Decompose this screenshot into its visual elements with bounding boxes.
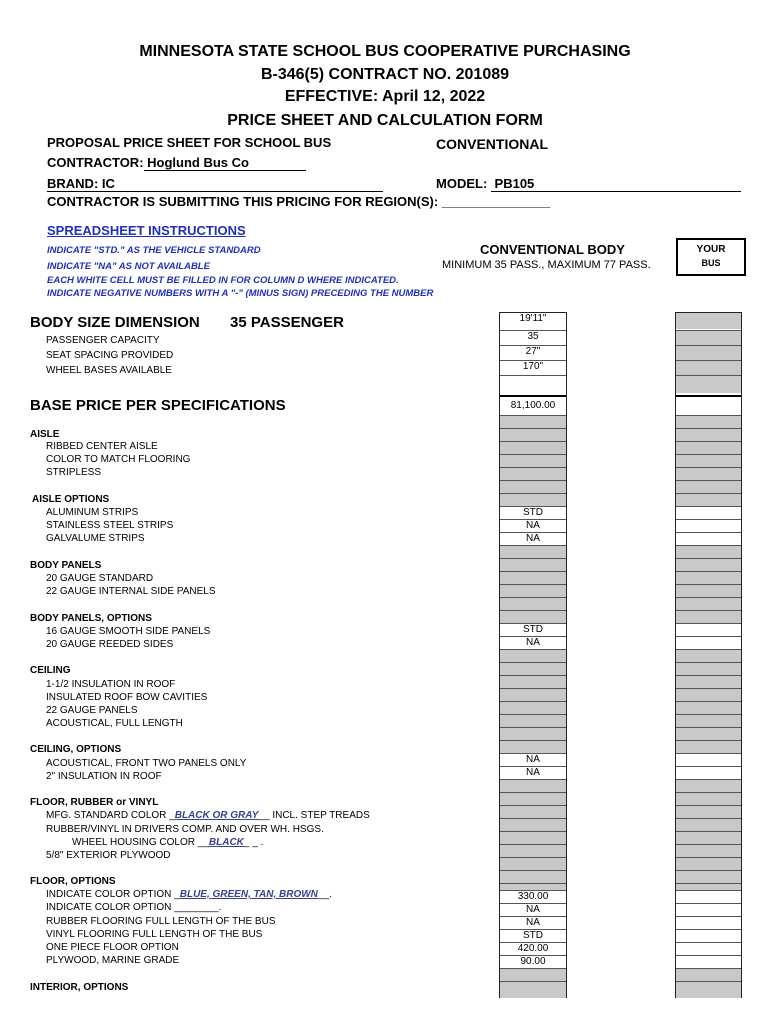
floor-color-option-value: BLUE, GREEN, TAN, BROWN — [179, 889, 318, 900]
grey-cell — [676, 818, 741, 832]
grey-cell — [676, 870, 741, 884]
grey-cell — [676, 792, 741, 806]
your-bus-cell[interactable] — [676, 890, 741, 904]
list-item: STAINLESS STEEL STRIPS — [46, 520, 174, 531]
list-item: ACOUSTICAL, FULL LENGTH — [46, 718, 183, 729]
value-cell-capacity[interactable]: 35 — [500, 330, 566, 345]
body-size-heading: BODY SIZE DIMENSION — [30, 314, 200, 331]
list-item: 5/8" EXTERIOR PLYWOOD — [46, 850, 171, 861]
grey-cell — [676, 883, 741, 890]
text: __ INCL. STEP TREADS — [258, 810, 370, 821]
grey-cell — [676, 441, 741, 455]
brand-label: BRAND: IC — [47, 176, 115, 191]
grey-cell — [500, 610, 566, 624]
your-bus-base-price-cell[interactable] — [676, 395, 741, 415]
value-cell-smooth-16[interactable]: STD — [500, 623, 566, 637]
grey-cell — [500, 818, 566, 832]
grey-cell — [500, 597, 566, 611]
list-item: ALUMINUM STRIPS — [46, 507, 139, 518]
model-row — [436, 176, 741, 192]
grey-cell — [500, 571, 566, 585]
grey-cell — [676, 313, 741, 329]
list-item: VINYL FLOORING FULL LENGTH OF THE BUS — [46, 929, 263, 940]
your-bus-cell[interactable] — [676, 916, 741, 930]
value-cell-one-piece[interactable]: 420.00 — [500, 942, 566, 956]
list-item: RUBBER/VINYL IN DRIVERS COMP. AND OVER WH. HSGS. — [46, 824, 324, 835]
grey-cell — [500, 968, 566, 982]
instruction-na: INDICATE "NA" AS NOT AVAILABLE — [47, 261, 210, 272]
list-item: RUBBER FLOORING FULL LENGTH OF THE BUS — [46, 916, 276, 927]
grey-cell — [676, 480, 741, 494]
value-cell-base-price[interactable]: 81,100.00 — [500, 395, 566, 415]
grey-cell — [500, 428, 566, 442]
grey-cell — [500, 584, 566, 598]
your-bus-label-1: YOUR — [696, 244, 726, 255]
list-item: 22 GAUGE PANELS — [46, 705, 138, 716]
ceiling-heading: CEILING — [30, 665, 71, 676]
value-cell-plywood-marine[interactable]: 90.00 — [500, 955, 566, 969]
grey-cell — [676, 844, 741, 858]
grey-cell — [676, 597, 741, 611]
grey-cell — [676, 662, 741, 676]
your-bus-cell[interactable] — [676, 903, 741, 917]
grey-cell — [500, 792, 566, 806]
your-bus-cell[interactable] — [676, 532, 741, 546]
instruction-negative: INDICATE NEGATIVE NUMBERS WITH A "-" (MINUS SIGN) PRECEDING THE NUMBER — [47, 288, 434, 299]
your-bus-cell[interactable] — [676, 636, 741, 650]
your-bus-label-2: BUS — [701, 258, 721, 268]
grey-cell — [500, 688, 566, 702]
list-item: 20 GAUGE STANDARD — [46, 573, 154, 584]
grey-cell — [500, 779, 566, 793]
interior-options-heading: INTERIOR, OPTIONS — [30, 982, 129, 993]
grey-cell — [676, 857, 741, 871]
grey-cell — [676, 571, 741, 585]
body-panels-heading: BODY PANELS — [30, 560, 102, 571]
value-cell-blank[interactable] — [500, 375, 566, 393]
brand-row — [47, 176, 383, 192]
bus-type: CONVENTIONAL — [436, 136, 548, 152]
grey-cell — [676, 610, 741, 624]
list-item: GALVALUME STRIPS — [46, 533, 145, 544]
wheel-housing-color — [72, 837, 263, 848]
wheel-housing-value: BLACK — [208, 837, 244, 848]
aisle-heading: AISLE — [30, 429, 60, 440]
grey-cell — [500, 558, 566, 572]
value-cell-length[interactable]: 19'11" — [500, 313, 566, 329]
grey-cell — [500, 714, 566, 728]
list-item: RIBBED CENTER AISLE — [46, 441, 158, 452]
grey-cell — [500, 831, 566, 845]
list-item: ONE PIECE FLOOR OPTION — [46, 942, 179, 953]
grey-cell — [676, 330, 741, 345]
your-bus-cell[interactable] — [676, 766, 741, 780]
grey-cell — [676, 558, 741, 572]
floor-color-value: BLACK OR GRAY — [174, 810, 259, 821]
vendor-values-column — [499, 312, 567, 998]
grey-cell — [676, 981, 741, 998]
value-cell-stainless[interactable]: NA — [500, 519, 566, 533]
floor-standard-color — [46, 810, 370, 821]
list-item: COLOR TO MATCH FLOORING — [46, 454, 191, 465]
grey-cell — [676, 740, 741, 754]
grey-cell — [500, 480, 566, 494]
title-line-1: MINNESOTA STATE SCHOOL BUS COOPERATIVE PURCHASING — [139, 43, 631, 60]
value-cell-acoustical-front[interactable]: NA — [500, 753, 566, 767]
spreadsheet-instructions-link[interactable]: SPREADSHEET INSTRUCTIONS — [47, 223, 246, 238]
list-item: WHEEL BASES AVAILABLE — [46, 365, 172, 376]
grey-cell — [500, 805, 566, 819]
your-bus-column — [675, 312, 742, 998]
floor-color-option-1 — [46, 889, 332, 900]
grey-cell — [676, 493, 741, 507]
grey-cell — [500, 415, 566, 429]
floor-color-option-2: INDICATE COLOR OPTION ________. — [46, 902, 222, 913]
grey-cell — [676, 467, 741, 481]
contractor-field[interactable] — [144, 155, 306, 171]
grey-cell — [676, 345, 741, 360]
list-item: SEAT SPACING PROVIDED — [46, 350, 174, 361]
ceiling-options-heading: CEILING, OPTIONS — [30, 744, 122, 755]
list-item: PLYWOOD, MARINE GRADE — [46, 955, 180, 966]
grey-cell — [676, 375, 741, 393]
contractor-value: Hoglund Bus Co — [147, 155, 249, 170]
grey-cell — [500, 454, 566, 468]
model-field[interactable] — [491, 176, 741, 192]
value-cell-aluminum[interactable]: STD — [500, 506, 566, 520]
value-cell-wheel-base[interactable]: 170" — [500, 360, 566, 375]
grey-cell — [500, 883, 566, 890]
list-item: 20 GAUGE REEDED SIDES — [46, 639, 174, 650]
text: _ _ . — [243, 837, 264, 848]
grey-cell — [676, 545, 741, 559]
your-bus-cell[interactable] — [676, 753, 741, 767]
title-line-4: PRICE SHEET AND CALCULATION FORM — [227, 112, 543, 129]
list-item: 22 GAUGE INTERNAL SIDE PANELS — [46, 586, 216, 597]
value-cell-rubber-full[interactable]: NA — [500, 916, 566, 930]
title-line-3: EFFECTIVE: April 12, 2022 — [284, 88, 486, 105]
grey-cell — [676, 415, 741, 429]
text: INDICATE COLOR OPTION _ — [46, 889, 180, 900]
grey-cell — [500, 545, 566, 559]
grey-cell — [500, 740, 566, 754]
grey-cell — [500, 649, 566, 663]
value-cell-insulation-2[interactable]: NA — [500, 766, 566, 780]
text: __. — [317, 889, 332, 900]
value-cell-vinyl-full[interactable]: STD — [500, 929, 566, 943]
model-value: PB105 — [494, 176, 535, 191]
grey-cell — [500, 467, 566, 481]
contractor-label: CONTRACTOR: — [47, 155, 144, 170]
your-bus-box — [676, 238, 746, 276]
brand-field[interactable] — [47, 176, 383, 192]
body-panels-options-heading: BODY PANELS, OPTIONS — [30, 613, 152, 624]
grey-cell — [500, 844, 566, 858]
grey-cell — [676, 649, 741, 663]
your-bus-cell[interactable] — [676, 942, 741, 956]
your-bus-cell[interactable] — [676, 955, 741, 969]
your-bus-cell[interactable] — [676, 623, 741, 637]
grey-cell — [500, 981, 566, 998]
grey-cell — [500, 675, 566, 689]
instruction-std: INDICATE "STD." AS THE VEHICLE STANDARD — [47, 245, 261, 256]
list-item: INSULATED ROOF BOW CAVITIES — [46, 692, 208, 703]
grey-cell — [500, 727, 566, 741]
list-item: 2" INSULATION IN ROOF — [46, 771, 162, 782]
grey-cell — [676, 714, 741, 728]
conventional-body-title: CONVENTIONAL BODY — [480, 242, 625, 257]
text: MFG. STANDARD COLOR _ — [46, 810, 175, 821]
grey-cell — [676, 584, 741, 598]
grey-cell — [500, 493, 566, 507]
grey-cell — [500, 857, 566, 871]
your-bus-cell[interactable] — [676, 929, 741, 943]
list-item: PASSENGER CAPACITY — [46, 335, 160, 346]
grey-cell — [500, 441, 566, 455]
value-cell-seat-spacing[interactable]: 27" — [500, 345, 566, 360]
grey-cell — [676, 428, 741, 442]
contractor-row — [47, 155, 306, 171]
value-cell-color-opt1[interactable]: 330.00 — [500, 890, 566, 904]
region-label: CONTRACTOR IS SUBMITTING THIS PRICING FOR REGION(S): _______________ — [47, 194, 551, 209]
your-bus-cell[interactable] — [676, 506, 741, 520]
model-label: MODEL: — [436, 176, 488, 191]
grey-cell — [676, 688, 741, 702]
floor-options-heading: FLOOR, OPTIONS — [30, 876, 116, 887]
grey-cell — [676, 727, 741, 741]
grey-cell — [676, 968, 741, 982]
text: WHEEL HOUSING COLOR __ — [72, 837, 209, 848]
conventional-body-subtitle: MINIMUM 35 PASS., MAXIMUM 77 PASS. — [442, 259, 651, 271]
instruction-white-cell: EACH WHITE CELL MUST BE FILLED IN FOR COLUMN D WHERE INDICATED. — [47, 275, 399, 286]
base-price-heading: BASE PRICE PER SPECIFICATIONS — [30, 397, 286, 414]
list-item: STRIPLESS — [46, 467, 102, 478]
grey-cell — [676, 454, 741, 468]
grey-cell — [500, 662, 566, 676]
grey-cell — [676, 831, 741, 845]
list-item: 1-1/2 INSULATION IN ROOF — [46, 679, 176, 690]
grey-cell — [676, 360, 741, 375]
grey-cell — [500, 870, 566, 884]
grey-cell — [676, 779, 741, 793]
value-cell-color-opt2[interactable]: NA — [500, 903, 566, 917]
title-line-2: B-346(5) CONTRACT NO. 201089 — [260, 66, 510, 83]
aisle-options-heading: AISLE OPTIONS — [32, 494, 110, 505]
grey-cell — [676, 701, 741, 715]
grey-cell — [676, 675, 741, 689]
value-cell-reeded-20[interactable]: NA — [500, 636, 566, 650]
grey-cell — [500, 701, 566, 715]
value-cell-galvalume[interactable]: NA — [500, 532, 566, 546]
passenger-heading: 35 PASSENGER — [230, 314, 344, 331]
floor-heading: FLOOR, RUBBER or VINYL — [30, 797, 159, 808]
list-item: ACOUSTICAL, FRONT TWO PANELS ONLY — [46, 758, 247, 769]
proposal-label: PROPOSAL PRICE SHEET FOR SCHOOL BUS — [47, 135, 332, 150]
grey-cell — [676, 805, 741, 819]
your-bus-cell[interactable] — [676, 519, 741, 533]
list-item: 16 GAUGE SMOOTH SIDE PANELS — [46, 626, 211, 637]
